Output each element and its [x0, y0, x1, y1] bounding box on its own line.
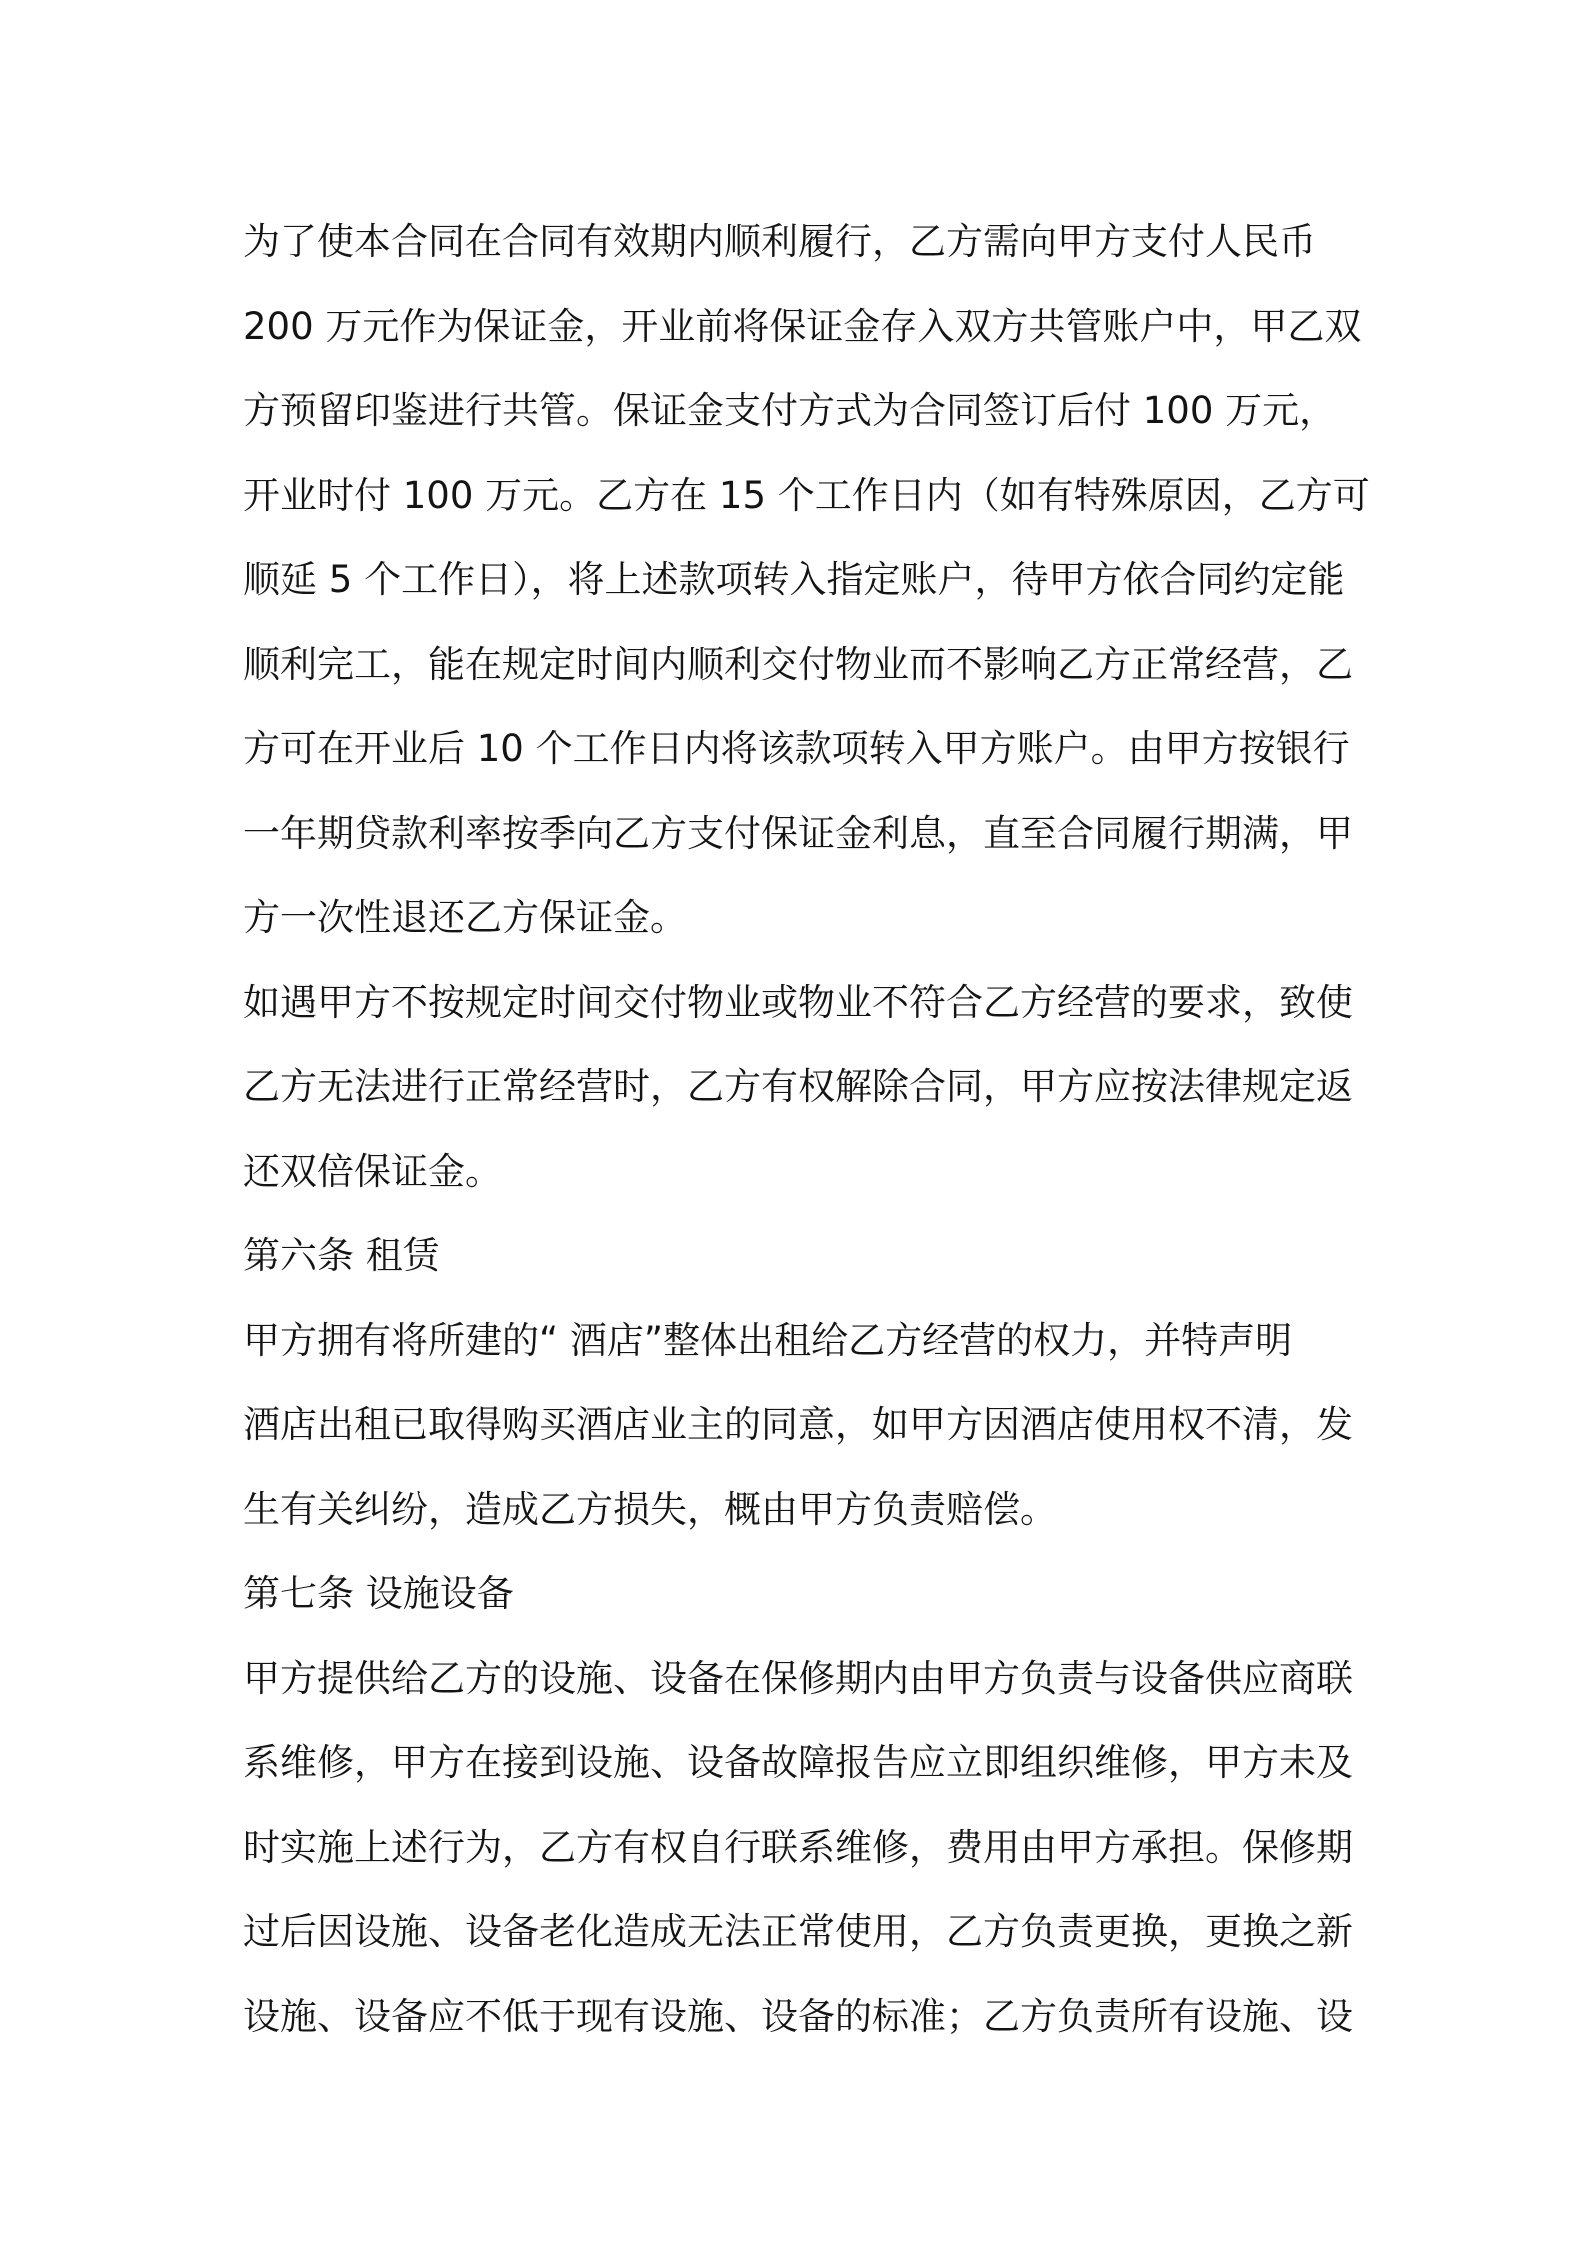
body-text-line: 方一次性退还乙方保证金。 — [243, 896, 687, 939]
body-text-line: 一年期贷款利率按季向乙方支付保证金利息，直至合同履行期满，甲 — [243, 811, 1353, 855]
body-text-line: 甲方拥有将所建的“ 酒店”整体出租给乙方经营的权力，并特声明 — [243, 1318, 1293, 1362]
body-text-line: 系维修，甲方在接到设施、设备故障报告应立即组织维修，甲方未及 — [243, 1741, 1353, 1784]
body-text-line: 顺利完工，能在规定时间内顺利交付物业而不影响乙方正常经营，乙 — [243, 642, 1353, 686]
body-text-line: 还双倍保证金。 — [243, 1149, 502, 1193]
section-heading-article-6: 第六条 租赁 — [243, 1234, 440, 1277]
body-text-line: 甲方提供给乙方的设施、设备在保修期内由甲方负责与设备供应商联 — [243, 1656, 1353, 1700]
body-text-line: 方可在开业后 10 个工作日内将该款项转入甲方账户。由甲方按银行 — [243, 727, 1350, 770]
body-text-line: 为了使本合同在合同有效期内顺利履行，乙方需向甲方支付人民币 — [243, 220, 1316, 263]
body-text-line: 方预留印鉴进行共管。保证金支付方式为合同签订后付 100 万元， — [243, 389, 1337, 432]
body-text-line: 生有关纠纷，造成乙方损失，概由甲方负责赔偿。 — [243, 1487, 1057, 1531]
body-text-line: 设施、设备应不低于现有设施、设备的标准；乙方负责所有设施、设 — [243, 1994, 1353, 2038]
section-heading-article-7: 第七条 设施设备 — [243, 1572, 514, 1615]
body-text-line: 如遇甲方不按规定时间交付物业或物业不符合乙方经营的要求，致使 — [243, 980, 1353, 1024]
document-body — [243, 200, 1370, 2059]
body-text-line: 开业时付 100 万元。乙方在 15 个工作日内（如有特殊原因，乙方可 — [243, 473, 1370, 517]
body-text-line: 过后因设施、设备老化造成无法正常使用，乙方负责更换，更换之新 — [243, 1910, 1353, 1953]
body-text-line: 时实施上述行为，乙方有权自行联系维修，费用由甲方承担。保修期 — [243, 1825, 1353, 1869]
body-text-line: 酒店出租已取得购买酒店业主的同意，如甲方因酒店使用权不清，发 — [243, 1403, 1353, 1446]
body-text-line: 200 万元作为保证金，开业前将保证金存入双方共管账户中，甲乙双 — [243, 304, 1362, 348]
body-text-line: 乙方无法进行正常经营时，乙方有权解除合同，甲方应按法律规定返 — [243, 1065, 1353, 1108]
body-text-line: 顺延 5 个工作日），将上述款项转入指定账户，待甲方依合同约定能 — [243, 558, 1345, 601]
